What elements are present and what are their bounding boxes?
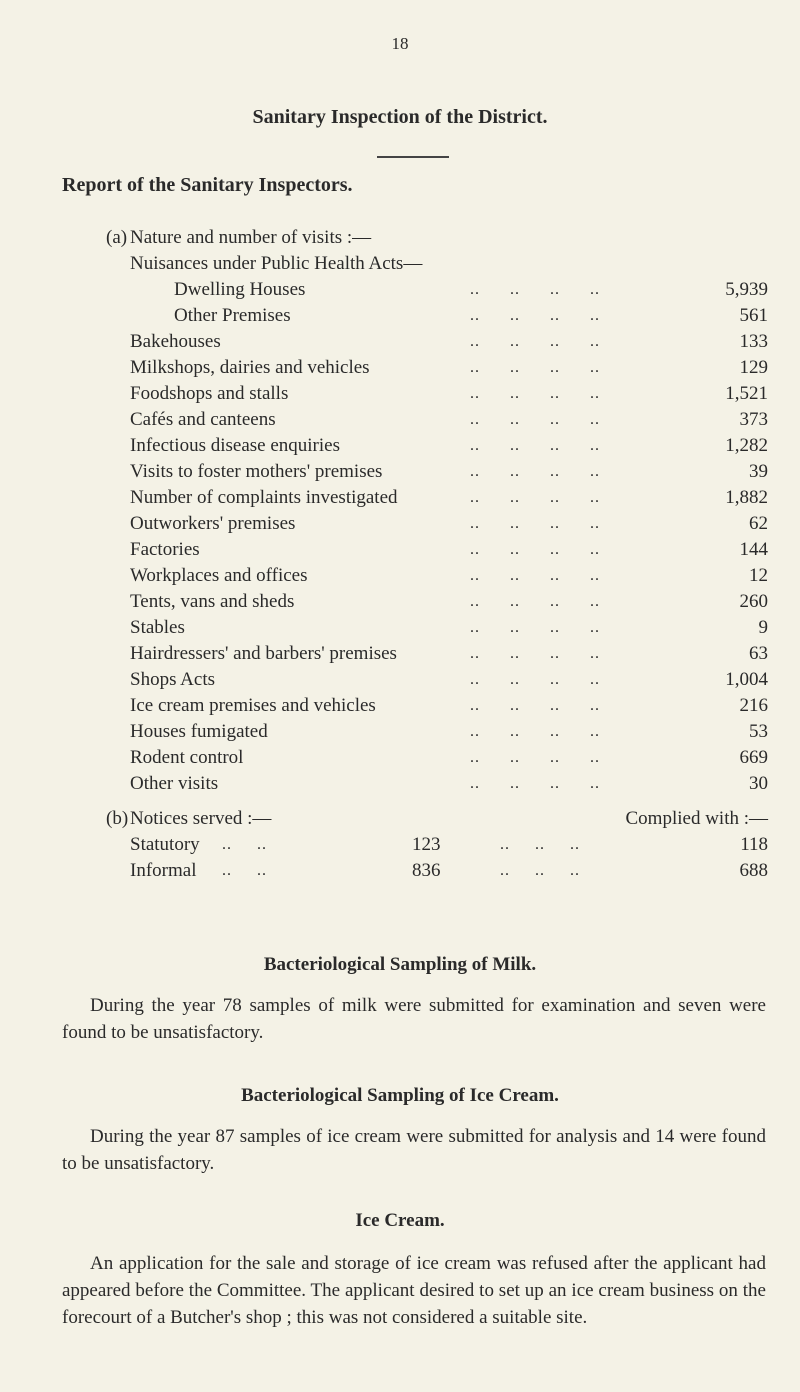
visit-count: 9 xyxy=(758,617,768,638)
visit-row xyxy=(130,772,768,796)
page-title: Sanitary Inspection of the District. xyxy=(252,106,548,128)
title-divider xyxy=(377,156,449,158)
leader-dots: .. .. .. .. xyxy=(470,671,600,688)
leader-dots: .. .. .. .. xyxy=(470,437,600,454)
visit-category: Shops Acts xyxy=(130,669,215,690)
leader-dots: .. .. .. .. xyxy=(470,775,600,792)
visit-count: 1,521 xyxy=(725,383,768,404)
leader-dots: .. .. .. .. xyxy=(470,333,600,350)
leader-dots: .. .. .. .. xyxy=(470,645,600,662)
visit-category: Houses fumigated xyxy=(130,721,268,742)
visit-category: Cafés and canteens xyxy=(130,409,276,430)
notice-served: 836 xyxy=(412,860,441,881)
visit-row xyxy=(130,460,768,484)
visit-row xyxy=(130,486,768,510)
notice-label: Informal xyxy=(130,860,197,881)
visit-count: 373 xyxy=(739,409,768,430)
visit-row xyxy=(130,590,768,614)
visit-count: 561 xyxy=(739,305,768,326)
visit-row xyxy=(130,668,768,692)
visit-count: 1,882 xyxy=(725,487,768,508)
visit-count: 669 xyxy=(739,747,768,768)
visit-row xyxy=(130,434,768,458)
visit-category: Other visits xyxy=(130,773,219,794)
leader-dots: .. .. .. .. xyxy=(470,723,600,740)
notice-row-informal xyxy=(130,859,768,883)
leader-dots: .. .. .. .. xyxy=(470,541,600,558)
notice-complied: 118 xyxy=(740,834,768,855)
visit-count: 260 xyxy=(739,591,768,612)
visit-count: 53 xyxy=(749,721,768,742)
milk-paragraph: During the year 78 samples of milk were submitted for examination and seven were found to be unsatisfactory. xyxy=(62,995,766,1043)
leader-dots: .. .. .. .. xyxy=(470,411,600,428)
visit-category: Other Premises xyxy=(174,305,291,326)
visit-category: Stables xyxy=(130,617,185,638)
leader-dots: .. .. .. .. xyxy=(470,697,600,714)
visit-row xyxy=(130,278,768,302)
visit-category: Bakehouses xyxy=(130,331,221,352)
visit-category: Factories xyxy=(130,539,200,560)
leader-dots: .. .. .. .. xyxy=(470,567,600,584)
visit-row xyxy=(130,330,768,354)
notice-complied: 688 xyxy=(739,860,768,881)
leader-dots: .. .. .. xyxy=(500,836,580,853)
visit-category: Ice cream premises and vehicles xyxy=(130,695,376,716)
leader-dots: .. .. .. .. xyxy=(470,515,600,532)
visit-count: 30 xyxy=(749,773,768,794)
visit-row xyxy=(130,382,768,406)
visit-row xyxy=(130,616,768,640)
leader-dots: .. .. .. xyxy=(500,862,580,879)
leader-dots: .. .. .. .. xyxy=(470,619,600,636)
leader-dots: .. .. xyxy=(222,836,267,853)
visit-count: 129 xyxy=(739,357,768,378)
visit-row xyxy=(130,356,768,380)
leader-dots: .. .. .. .. xyxy=(470,749,600,766)
visit-count: 1,282 xyxy=(725,435,768,456)
section-a-label: (a) xyxy=(106,227,128,248)
leader-dots: .. .. .. .. xyxy=(470,489,600,506)
leader-dots: .. .. .. .. xyxy=(470,359,600,376)
visit-count: 1,004 xyxy=(725,669,768,690)
section-b-heading: Notices served :— xyxy=(130,808,272,829)
notice-label: Statutory xyxy=(130,834,200,855)
visit-count: 63 xyxy=(749,643,768,664)
visit-row xyxy=(130,746,768,770)
leader-dots: .. .. xyxy=(222,862,267,879)
visit-count: 5,939 xyxy=(725,279,768,300)
page-number: 18 xyxy=(391,34,409,53)
section-b-label: (b) xyxy=(106,808,129,829)
visit-row xyxy=(130,642,768,666)
visit-row xyxy=(130,304,768,328)
visit-count: 12 xyxy=(749,565,768,586)
visit-row xyxy=(130,408,768,432)
leader-dots: .. .. .. .. xyxy=(470,385,600,402)
notice-served: 123 xyxy=(412,834,441,855)
visit-category: Dwelling Houses xyxy=(174,279,306,300)
visit-count: 216 xyxy=(739,695,768,716)
visit-category: Number of complaints investigated xyxy=(130,487,398,508)
section-a-heading: Nature and number of visits :— xyxy=(130,227,372,248)
report-heading: Report of the Sanitary Inspectors. xyxy=(62,174,353,196)
leader-dots: .. .. .. .. xyxy=(470,463,600,480)
visit-category: Foodshops and stalls xyxy=(130,383,289,404)
visit-count: 133 xyxy=(739,331,768,352)
visit-count: 62 xyxy=(749,513,768,534)
visit-category: Outworkers' premises xyxy=(130,513,296,534)
leader-dots: .. .. .. .. xyxy=(470,281,600,298)
visit-row xyxy=(130,694,768,718)
complied-heading: Complied with :— xyxy=(625,808,768,829)
visit-category: Infectious disease enquiries xyxy=(130,435,340,456)
leader-dots: .. .. .. .. xyxy=(470,593,600,610)
ice-cream-heading: Ice Cream. xyxy=(355,1210,445,1231)
visit-row xyxy=(130,538,768,562)
ice-cream-sampling-paragraph: During the year 87 samples of ice cream were submitted for analysis and 14 were found to be unsatisfactory. xyxy=(62,1126,766,1174)
visit-category: Visits to foster mothers' premises xyxy=(130,461,383,482)
visit-row xyxy=(130,720,768,744)
visit-category: Rodent control xyxy=(130,747,244,768)
section-a-subheading: Nuisances under Public Health Acts— xyxy=(130,253,423,274)
visit-count: 39 xyxy=(749,461,768,482)
visit-row xyxy=(130,512,768,536)
visit-count: 144 xyxy=(739,539,768,560)
visit-category: Workplaces and offices xyxy=(130,565,308,586)
milk-heading: Bacteriological Sampling of Milk. xyxy=(263,954,537,975)
visit-category: Milkshops, dairies and vehicles xyxy=(130,357,370,378)
notice-row-statutory xyxy=(130,833,768,857)
leader-dots: .. .. .. .. xyxy=(470,307,600,324)
ice-cream-sampling-heading: Bacteriological Sampling of Ice Cream. xyxy=(241,1085,559,1106)
visit-category: Tents, vans and sheds xyxy=(130,591,295,612)
ice-cream-paragraph: An application for the sale and storage of ice cream was refused after the applicant had appeared before the Committee. The applicant desired to set up an ice cream business on the forecourt of a Butcher's shop ; this was not considered a suitable site. xyxy=(62,1253,766,1328)
visit-row xyxy=(130,564,768,588)
visit-category: Hairdressers' and barbers' premises xyxy=(130,643,397,664)
